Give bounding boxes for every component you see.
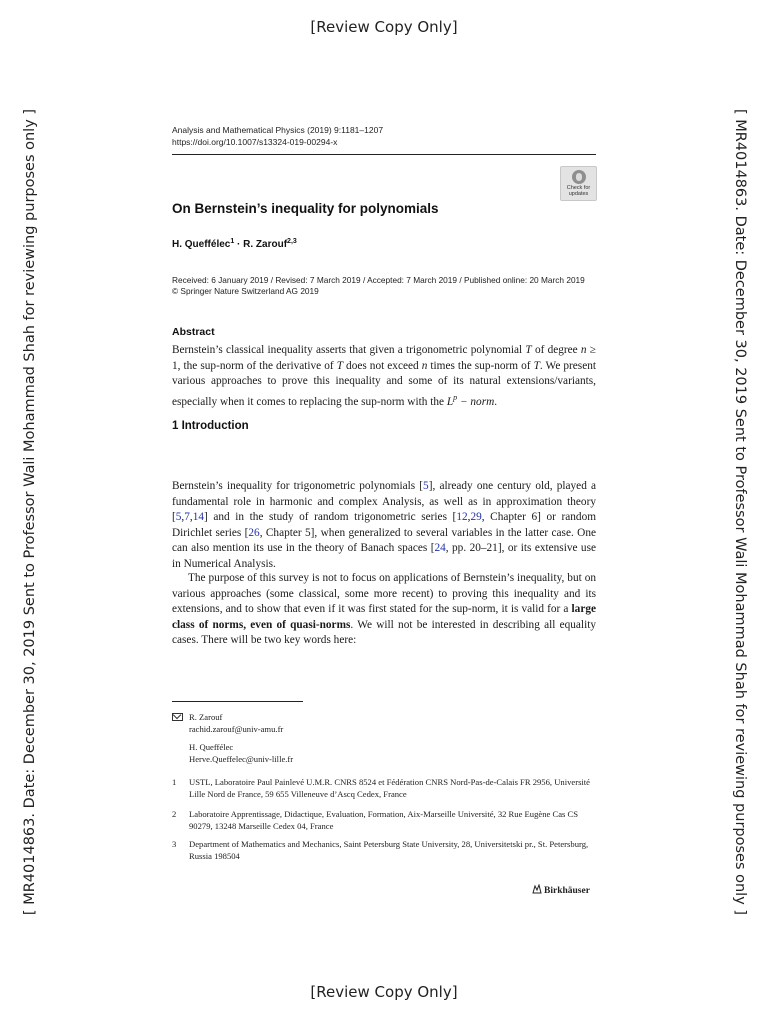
math-var: − norm [457,395,495,408]
received-dates: Received: 6 January 2019 / Revised: 7 March 2019 / Accepted: 7 March 2019 / Published online: 20 March 2019 [172,275,585,285]
citation-link[interactable]: 5 [423,480,429,492]
math-var: T [336,359,343,372]
text-run: ], already one century old, played a fundamental role in harmonic and complex Analysis, as well as in approximation theory [ [172,480,597,523]
math-var: L [446,395,454,408]
citation-link[interactable]: 26 [248,526,260,539]
citation-link[interactable]: 29 [470,511,482,523]
section-heading-introduction: 1 Introduction [172,420,249,432]
check-for-updates-badge[interactable] [560,166,597,201]
author-2: R. Zarouf [243,239,288,250]
contact-2-email[interactable]: Herve.Queffelec@univ-lille.fr [189,754,294,764]
affiliation-3 [172,838,596,862]
author-2-affiliation: 2,3 [287,238,297,245]
author-separator: · [234,239,244,250]
journal-header [172,124,596,148]
authors [172,238,297,250]
emphasis-text: large class of norms, even of quasi-norms [172,603,596,631]
math-var: T [525,344,532,356]
text-run: Bernstein’s inequality for trigonometric polynomials [ [172,480,424,492]
contact-1-email[interactable]: rachid.zarouf@univ-amu.fr [189,724,284,734]
review-banner-top: [Review Copy Only] [310,18,458,36]
review-side-right: [ MR4014863. Date: December 30, 2019 Sent to Professor Wali Mohammad Shah for reviewing purposes only ] [732,108,748,916]
intro-paragraph-1 [172,479,596,572]
contact-1-name: R. Zarouf [189,712,223,722]
abstract-run: Bernstein’s classical inequality asserts that given a trigonometric polynomial [172,344,526,356]
abstract-run: times the sup-norm of [427,359,534,372]
citation-link[interactable]: 14 [192,511,205,523]
badge-line-2: updates [568,191,589,197]
affiliation-text: Laboratoire Apprentissage, Didactique, Evaluation, Formation, Aix-Marseille Université, 32 Rue Eugène Cas CS 90279, 13248 Marseille Cedex 04, France [189,809,579,831]
text-run: ] and in the study of random trigonometric series [ [204,511,457,523]
affiliation-1 [172,776,596,800]
text-run: , [181,511,185,523]
journal-citation: Analysis and Mathematical Physics (2019) 9:1181–1207 [172,125,384,135]
text-run: , Chapter 6] or random Dirichlet series [ [172,511,596,539]
publication-dates [172,275,596,297]
publisher-logo [532,884,590,896]
text-run: , [467,511,471,523]
header-rule [172,154,596,155]
check-for-updates-icon [572,170,586,184]
review-banner-bottom: [Review Copy Only] [310,983,458,1001]
copyright: © Springer Nature Switzerland AG 2019 [172,286,319,296]
contact-2-name: H. Queffélec [189,742,234,752]
affiliation-text: Department of Mathematics and Mechanics, Saint Petersburg State University, 28, Universitetski pr., St. Petersburg, Russia 198504 [189,839,589,861]
footnote-rule [172,701,303,702]
abstract-run: of degree [531,344,581,356]
footnote-contact [172,711,596,765]
abstract-run: . We present various approaches to prove this inequality and some of its natural extensions/variants, especially when it comes to replacing the sup-norm with the [172,359,597,408]
abstract-run: . [494,395,498,408]
math-var: n [421,359,428,372]
affiliation-2 [172,808,596,832]
doi-link[interactable]: https://doi.org/10.1007/s13324-019-00294-x [172,137,338,147]
affiliation-text: USTL, Laboratoire Paul Painlevé U.M.R. CNRS 8524 et Fédération CNRS Nord-Pas-de-Calais FR 2956, Université Lille Nord de France, 59 655 Villeneuve d’Ascq Cedex, France [189,777,590,799]
abstract-run: does not exceed [343,359,422,372]
math-var: T [533,359,540,372]
paper-page [172,124,597,896]
author-1-affiliation: 1 [230,238,235,245]
citation-link[interactable]: 5 [175,511,182,523]
text-run: , Chapter 5], when generalized to several variables in the latter case. One can also mention its use in the theory of Banach spaces [ [172,526,596,554]
affiliation-mark: 1 [172,777,177,787]
abstract-run: ≥ 1, the sup-norm of the derivative of [172,344,597,372]
affiliation-mark: 2 [172,809,177,819]
publisher-name: Birkhäuser [544,886,590,896]
text-run: . We will not be interested in describing all equality cases. There will be two key words here: [172,618,596,646]
citation-link[interactable]: 7 [184,511,190,523]
badge-line-1: Check for [566,185,591,191]
text-run: The purpose of this survey is not to focus on applications of Bernstein’s inequality, but on various approaches (some classical, some more recent) to proving this inequality and its extensions, and to show that even if it was first stated for the sup-norm, it is valid for a [172,572,596,615]
abstract-heading: Abstract [172,326,215,338]
math-var: n [580,344,587,356]
review-side-left: [ MR4014863. Date: December 30, 2019 Sent to Professor Wali Mohammad Shah for reviewing purposes only ] [22,108,38,916]
math-sup: p [453,392,458,402]
text-run: , pp. 20–21], or its extensive use in Numerical Analysis. [172,542,596,570]
affiliation-mark: 3 [172,839,177,849]
abstract-text [172,343,596,410]
text-run: , [189,511,193,523]
paper-title: On Bernstein’s inequality for polynomials [172,201,439,216]
citation-link[interactable]: 24 [434,542,446,554]
author-1: H. Queffélec [172,239,231,250]
citation-link[interactable]: 12 [456,511,468,523]
envelope-icon [172,711,183,723]
birkhauser-logo-icon [532,884,542,894]
intro-paragraph-2 [172,571,596,649]
